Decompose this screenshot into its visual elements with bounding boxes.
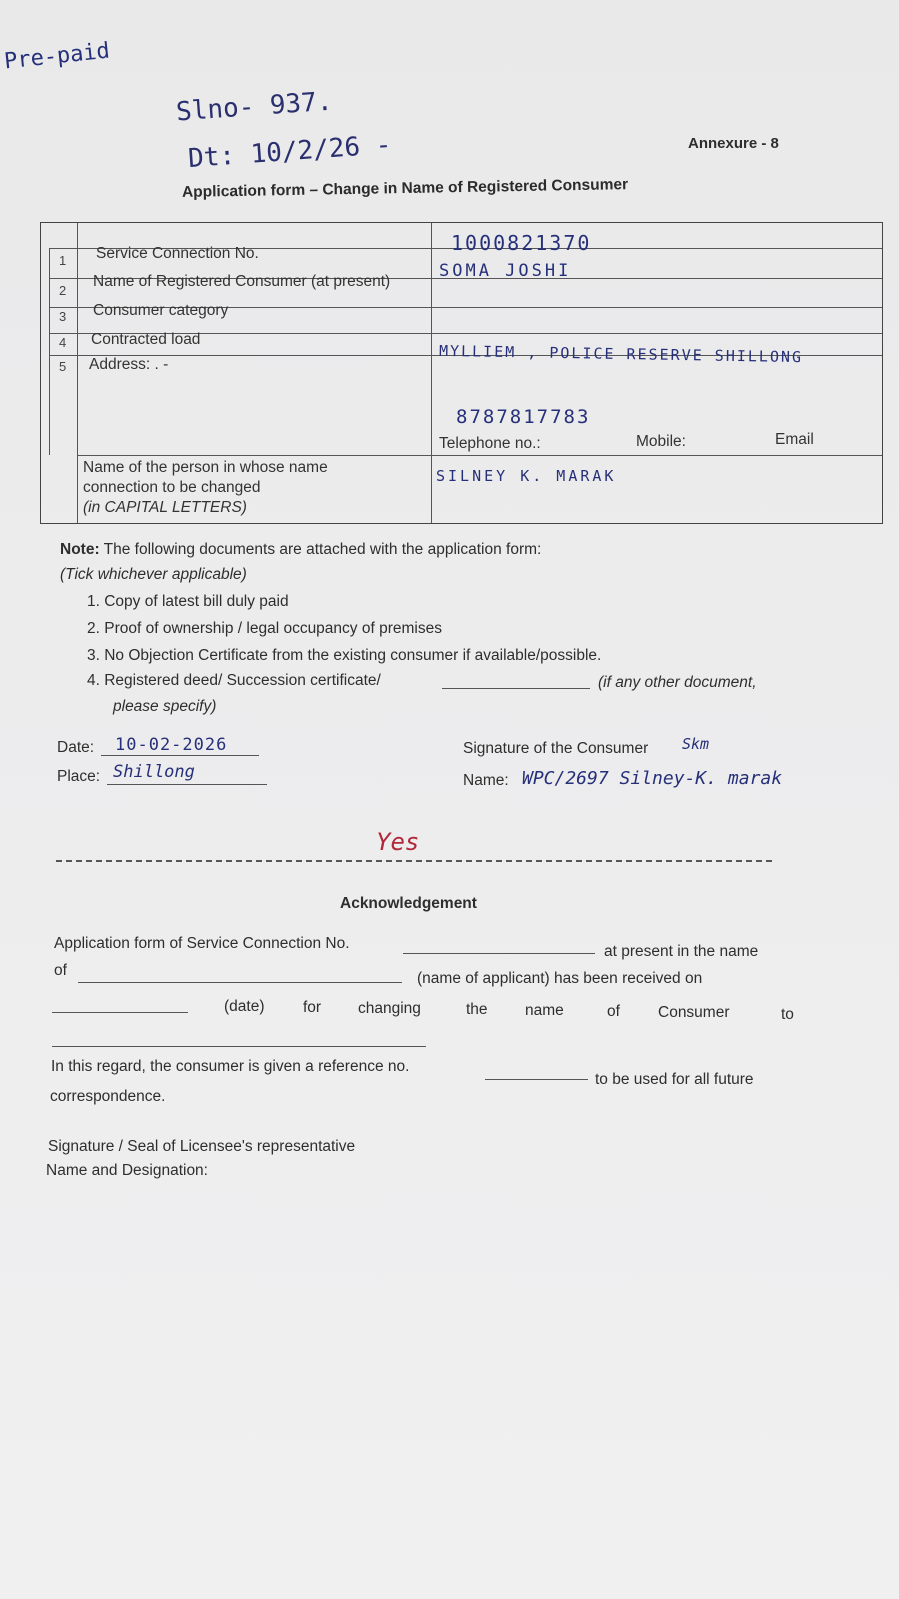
name-value: WPC/2697 Silney-K. marak [522,768,783,789]
ack-line2-start: of [54,962,67,979]
separator-line [56,860,772,862]
email-label: Email [775,431,814,448]
date-field-line[interactable] [101,755,259,756]
row-number-5: 5 [59,359,67,374]
ack-connection-no-blank[interactable] [403,953,595,954]
label-registered-consumer: Name of Registered Consumer (at present) [93,273,391,290]
ack-line1-end: at present in the name [604,943,759,960]
ack-line3-word-5: name [525,1002,564,1019]
telephone-value: 8787817783 [456,406,591,428]
document-item-4-suffix: (if any other document, [598,674,757,691]
ack-line3-word-4: the [466,1001,488,1018]
document-item-4-blank[interactable] [442,688,590,689]
label-service-connection: Service Connection No. [96,245,259,262]
serial-number-note: Slno- 937. [175,86,334,128]
document-item-4: 4. Registered deed/ Succession certificate/ [87,672,381,689]
ack-reference-no-blank[interactable] [485,1079,588,1080]
ack-line2-end: (name of applicant) has been received on [417,970,703,987]
acknowledgement-title: Acknowledgement [340,895,477,912]
ack-date-blank[interactable] [52,1012,188,1013]
document-item-1: 1. Copy of latest bill duly paid [87,593,289,610]
row-number-4: 4 [59,335,67,350]
mobile-label: Mobile: [636,433,686,450]
note-heading [60,541,541,559]
ack-line5-end: to be used for all future [595,1071,754,1088]
name-designation-label: Name and Designation: [46,1162,208,1179]
date-note: Dt: 10/2/26 - [187,129,393,175]
ack-new-name-blank[interactable] [52,1046,426,1047]
ack-line3-word-2: for [303,999,322,1016]
telephone-label: Telephone no.: [439,435,541,452]
ack-line3-word-1: (date) [224,998,265,1015]
new-name-value: SILNEY K. MARAK [436,467,617,485]
date-label: Date: [57,739,95,756]
tick-instruction: (Tick whichever applicable) [60,566,247,583]
address-value: MYLLIEM , POLICE RESERVE SHILLONG [438,341,804,367]
name-label: Name: [463,772,509,789]
note-text: The following documents are attached with the application form: [103,541,542,558]
place-field-line[interactable] [107,784,267,785]
document-item-4-line2: please specify) [113,698,217,715]
row-number-3: 3 [59,309,67,324]
new-name-label-line2: connection to be changed [83,479,261,496]
ack-line3-word-6: of [607,1003,620,1020]
document-item-3: 3. No Objection Certificate from the existing consumer if available/possible. [87,647,602,664]
yes-note: Yes [376,828,420,856]
signature-value: Skm [682,735,710,753]
ack-line6: correspondence. [50,1088,166,1105]
ack-line5-start: In this regard, the consumer is given a reference no. [51,1058,410,1075]
note-label: Note: [60,541,100,558]
row-number-1: 1 [59,253,67,268]
date-value: 10-02-2026 [115,735,228,755]
signature-label: Signature of the Consumer [463,740,649,757]
new-name-label-line3: (in CAPITAL LETTERS) [83,499,247,516]
form-title: Application form – Change in Name of Registered Consumer [181,176,629,201]
consumer-details-table [40,222,883,524]
prepaid-note: Pre-paid [2,38,111,75]
row-number-2: 2 [59,283,67,298]
annexure-label: Annexure - 8 [688,135,779,152]
place-value: Shillong [113,762,195,782]
new-name-label-line1: Name of the person in whose name [83,459,328,476]
ack-line3-word-3: changing [358,1000,421,1017]
document-item-2: 2. Proof of ownership / legal occupancy of premises [87,620,442,637]
licensee-signature-label: Signature / Seal of Licensee's representative [48,1138,356,1155]
ack-applicant-name-blank[interactable] [78,982,402,983]
label-contracted-load: Contracted load [91,331,201,348]
ack-line3-word-7: Consumer [658,1004,730,1021]
place-label: Place: [57,768,101,785]
ack-line3-word-8: to [781,1006,794,1023]
consumer-name-value: SOMA JOSHI [439,261,572,281]
service-connection-value: 1000821370 [451,231,592,255]
label-address: Address: . - [89,356,169,373]
ack-line1-start: Application form of Service Connection No. [54,935,350,952]
label-consumer-category: Consumer category [93,302,229,319]
